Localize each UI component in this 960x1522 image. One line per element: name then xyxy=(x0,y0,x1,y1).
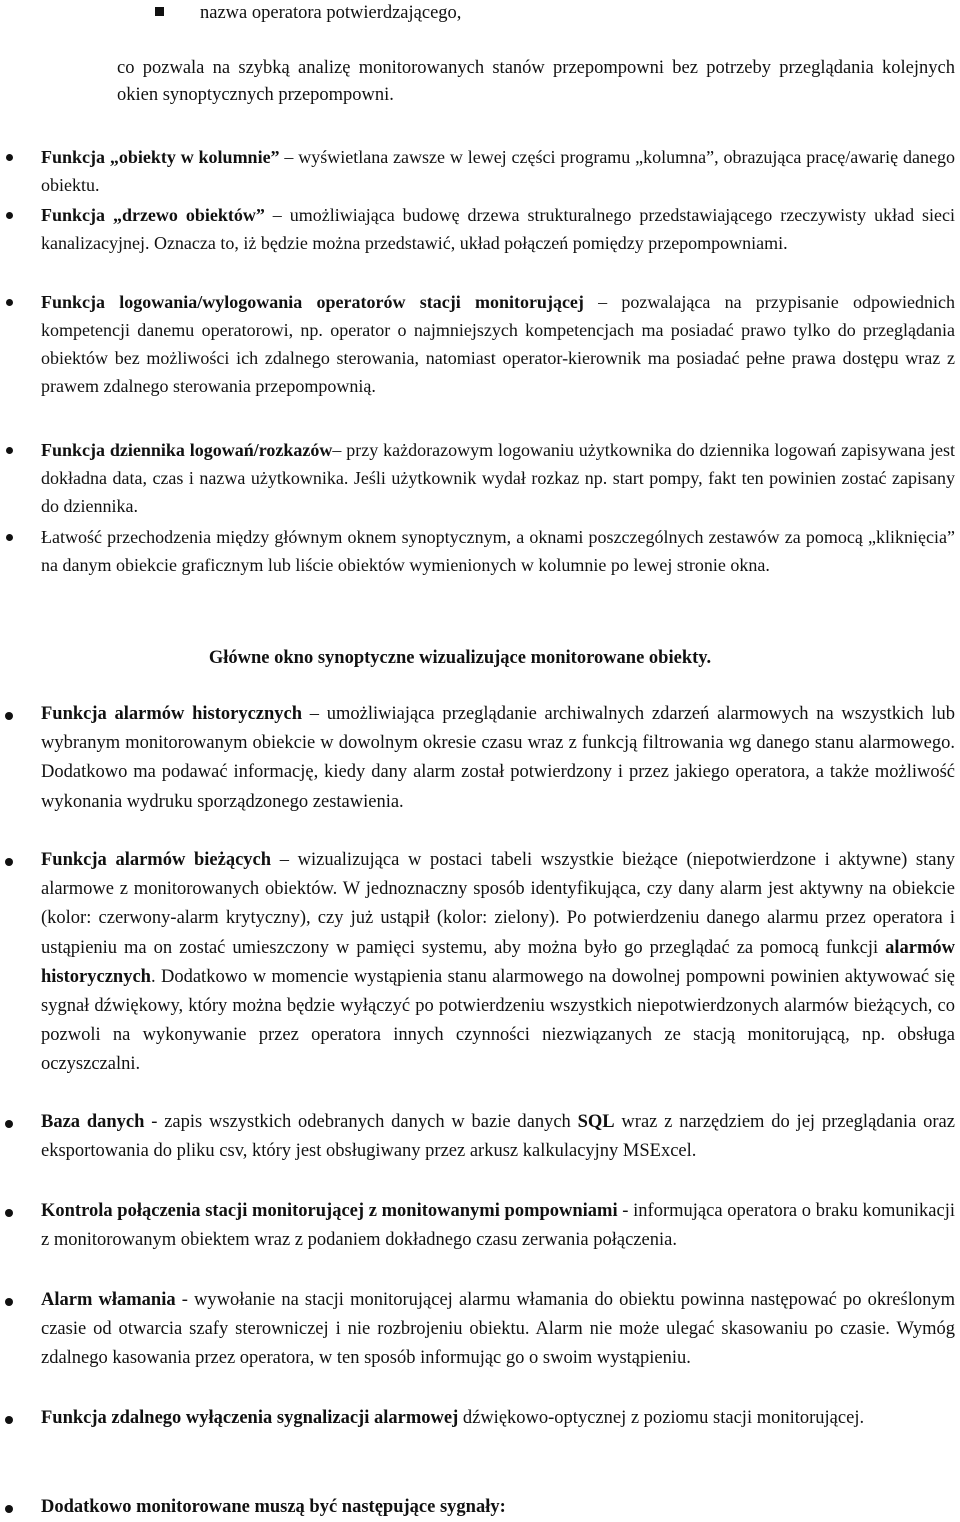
item-text: – wizualizująca w postaci tabeli wszystkie bieżące (niepotwierdzone i aktywne) stany alarmowe z monitorowanych obiektów. W jednoznaczny sposób identyfikująca, czy dany alarm jest aktywny na obiekcie (kolor: czerwony-alarm krytyczny), czy już ustąpił (kolor: zielony). Po potwierdzeniu danego alarmu przez operatora i ustąpieniu ma on zostać umieszczony w pamięci systemu, aby można było go przeglądać za pomocą funkcji xyxy=(41,850,955,958)
bullet-icon xyxy=(5,1505,13,1513)
list-item-login-journal xyxy=(41,436,955,520)
bullet-icon xyxy=(5,858,13,866)
list-item-monitored-signals xyxy=(41,1493,955,1522)
item-text-tail: wraz z narzędziem do jej przeglądania oraz eksportowania do pliku csv, który jest obsługiwany przez arkusz kalkulacyjny MSExcel. xyxy=(41,1112,955,1162)
item-text: Łatwość przechodzenia między głównym oknem synoptycznym, a oknami poszczególnych zestawów za pomocą „kliknięcia” na danym obiekcie graficznym lub liście obiektów wymienionych w kolumnie po lewej stronie okna. xyxy=(41,527,955,575)
item-text: - wywołanie na stacji monitorującej alarmu włamania do obiektu powinna następować po określonym czasie od otwarcia szafy sterowniczej i nie rozbrojeniu obiektu. Alarm nie może ulegać skasowaniu po czasie. Wymóg zdalnego kasowania przez operatora, w ten sposób informując go o swoim wystąpieniu. xyxy=(41,1290,955,1369)
list-item-current-alarms xyxy=(41,846,955,1080)
item-bold: Baza danych xyxy=(41,1112,145,1132)
bullet-icon xyxy=(6,447,13,454)
item-bold: Alarm włamania xyxy=(41,1290,176,1310)
item-bold: Funkcja dziennika logowań/rozkazów xyxy=(41,440,333,460)
bullet-icon xyxy=(6,299,13,306)
item-text: – umożliwiająca przeglądanie archiwalnych zdarzeń alarmowych na wszystkich lub wybranym monitorowanym obiekcie w dowolnym okresie czasu wraz z funkcją filtrowania wg danego stanu alarmowego. Dodatkowo ma podawać informację, kiedy dany alarm został potwierdzony i przez jakiego operatora, a także możliwość wykonania wydruku sporządzonego zestawienia. xyxy=(41,704,956,812)
item-bold: Funkcja „obiekty w kolumnie” xyxy=(41,147,280,167)
item-text: – wyświetlana zawsze w lewej części programu „kolumna”, obrazująca pracę/awarię danego obiektu. xyxy=(41,147,955,195)
item-bold: Funkcja alarmów historycznych xyxy=(41,704,303,724)
item-text: - zapis wszystkich odebranych danych w bazie danych xyxy=(144,1112,578,1132)
item-bold-inline: SQL xyxy=(577,1112,615,1132)
list-item-remote-signal-off xyxy=(41,1404,955,1433)
item-bold-inline: alarmów historycznych xyxy=(41,937,955,987)
bullet-icon xyxy=(6,534,13,541)
item-text: - informująca operatora o braku komunikacji z monitorowanym obiektem wraz z podaniem dokładnego czasu zerwania połączenia. xyxy=(41,1201,955,1251)
item-bold: Funkcja „drzewo obiektów” xyxy=(41,205,265,225)
item-bold: Funkcja logowania/wylogowania operatorów stacji monitorującej xyxy=(41,292,584,312)
item-bold: Dodatkowo monitorowane muszą być następujące sygnały: xyxy=(41,1497,506,1517)
item-bold: Funkcja zdalnego wyłączenia sygnalizacji alarmowej xyxy=(41,1408,459,1428)
list-item-connection-control xyxy=(41,1197,955,1255)
bullet-icon xyxy=(6,154,13,161)
item-text-tail: . Dodatkowo w momencie wystąpienia stanu alarmowego na dowolnej pompowni powinien aktywować się sygnał dźwiękowy, który można będzie wyłączyć po potwierdzeniu wszystkich niepotwierdzonych alarmów bieżących, co pozwoli na wykonywanie przez operatora innych czynności niezwiązanych ze stacją monitorującą, np. obsługa oczyszczalni. xyxy=(41,966,955,1075)
item-text: – przy każdorazowym logowaniu użytkownika do dziennika logowań zapisywana jest dokładna data, czas i nazwa użytkownika. Jeśli użytkownik wydał rozkaz np. start pompy, fakt ten powinien zostać zapisany do dziennika. xyxy=(41,440,955,516)
item-text: – umożliwiająca budowę drzewa strukturalnego przedstawiającego rzeczywisty układ sieci kanalizacyjnej. Oznacza to, iż będzie można przedstawić, układ połączeń pomiędzy przepompowniami. xyxy=(41,205,956,253)
list-item-navigation xyxy=(41,523,955,579)
bullet-icon xyxy=(5,1120,13,1128)
item-bold: Funkcja alarmów bieżących xyxy=(41,850,272,870)
continuation-paragraph: co pozwala na szybką analizę monitorowanych stanów przepompowni bez potrzeby przeglądania kolejnych okien synoptycznych przepompowni. xyxy=(117,58,955,105)
bullet-icon xyxy=(5,1416,13,1424)
list-item-objects-column xyxy=(41,143,955,199)
list-item-burglary-alarm xyxy=(41,1286,955,1374)
figure-caption: Główne okno synoptyczne wizualizujące monitorowane obiekty. xyxy=(208,648,712,668)
item-bold: Kontrola połączenia stacji monitorującej z monitowanymi pompowniami xyxy=(41,1201,618,1221)
list-item-object-tree xyxy=(41,201,955,257)
bullet-icon xyxy=(5,712,13,720)
item-text: – pozwalająca na przypisanie odpowiednich kompetencji danemu operatorowi, np. operator o najmniejszych kompetencjach ma posiadać prawo tylko do przeglądania obiektów bez możliwości ich zdalnego sterowania, natomiast operator-kierownik ma posiadać pełne prawa dostępu wraz z prawem zdalnego sterowania przepompownią. xyxy=(41,292,955,396)
bullet-icon xyxy=(6,212,13,219)
bullet-icon xyxy=(5,1209,13,1217)
list-item-database xyxy=(41,1108,955,1166)
bullet-icon xyxy=(5,1298,13,1306)
list-item-operator-name: nazwa operatora potwierdzającego, xyxy=(200,3,462,23)
item-text: dźwiękowo-optycznej z poziomu stacji monitorującej. xyxy=(458,1408,865,1428)
list-item-historical-alarms xyxy=(41,700,955,817)
list-item-login-logout xyxy=(41,288,955,400)
square-bullet-icon xyxy=(155,7,164,16)
